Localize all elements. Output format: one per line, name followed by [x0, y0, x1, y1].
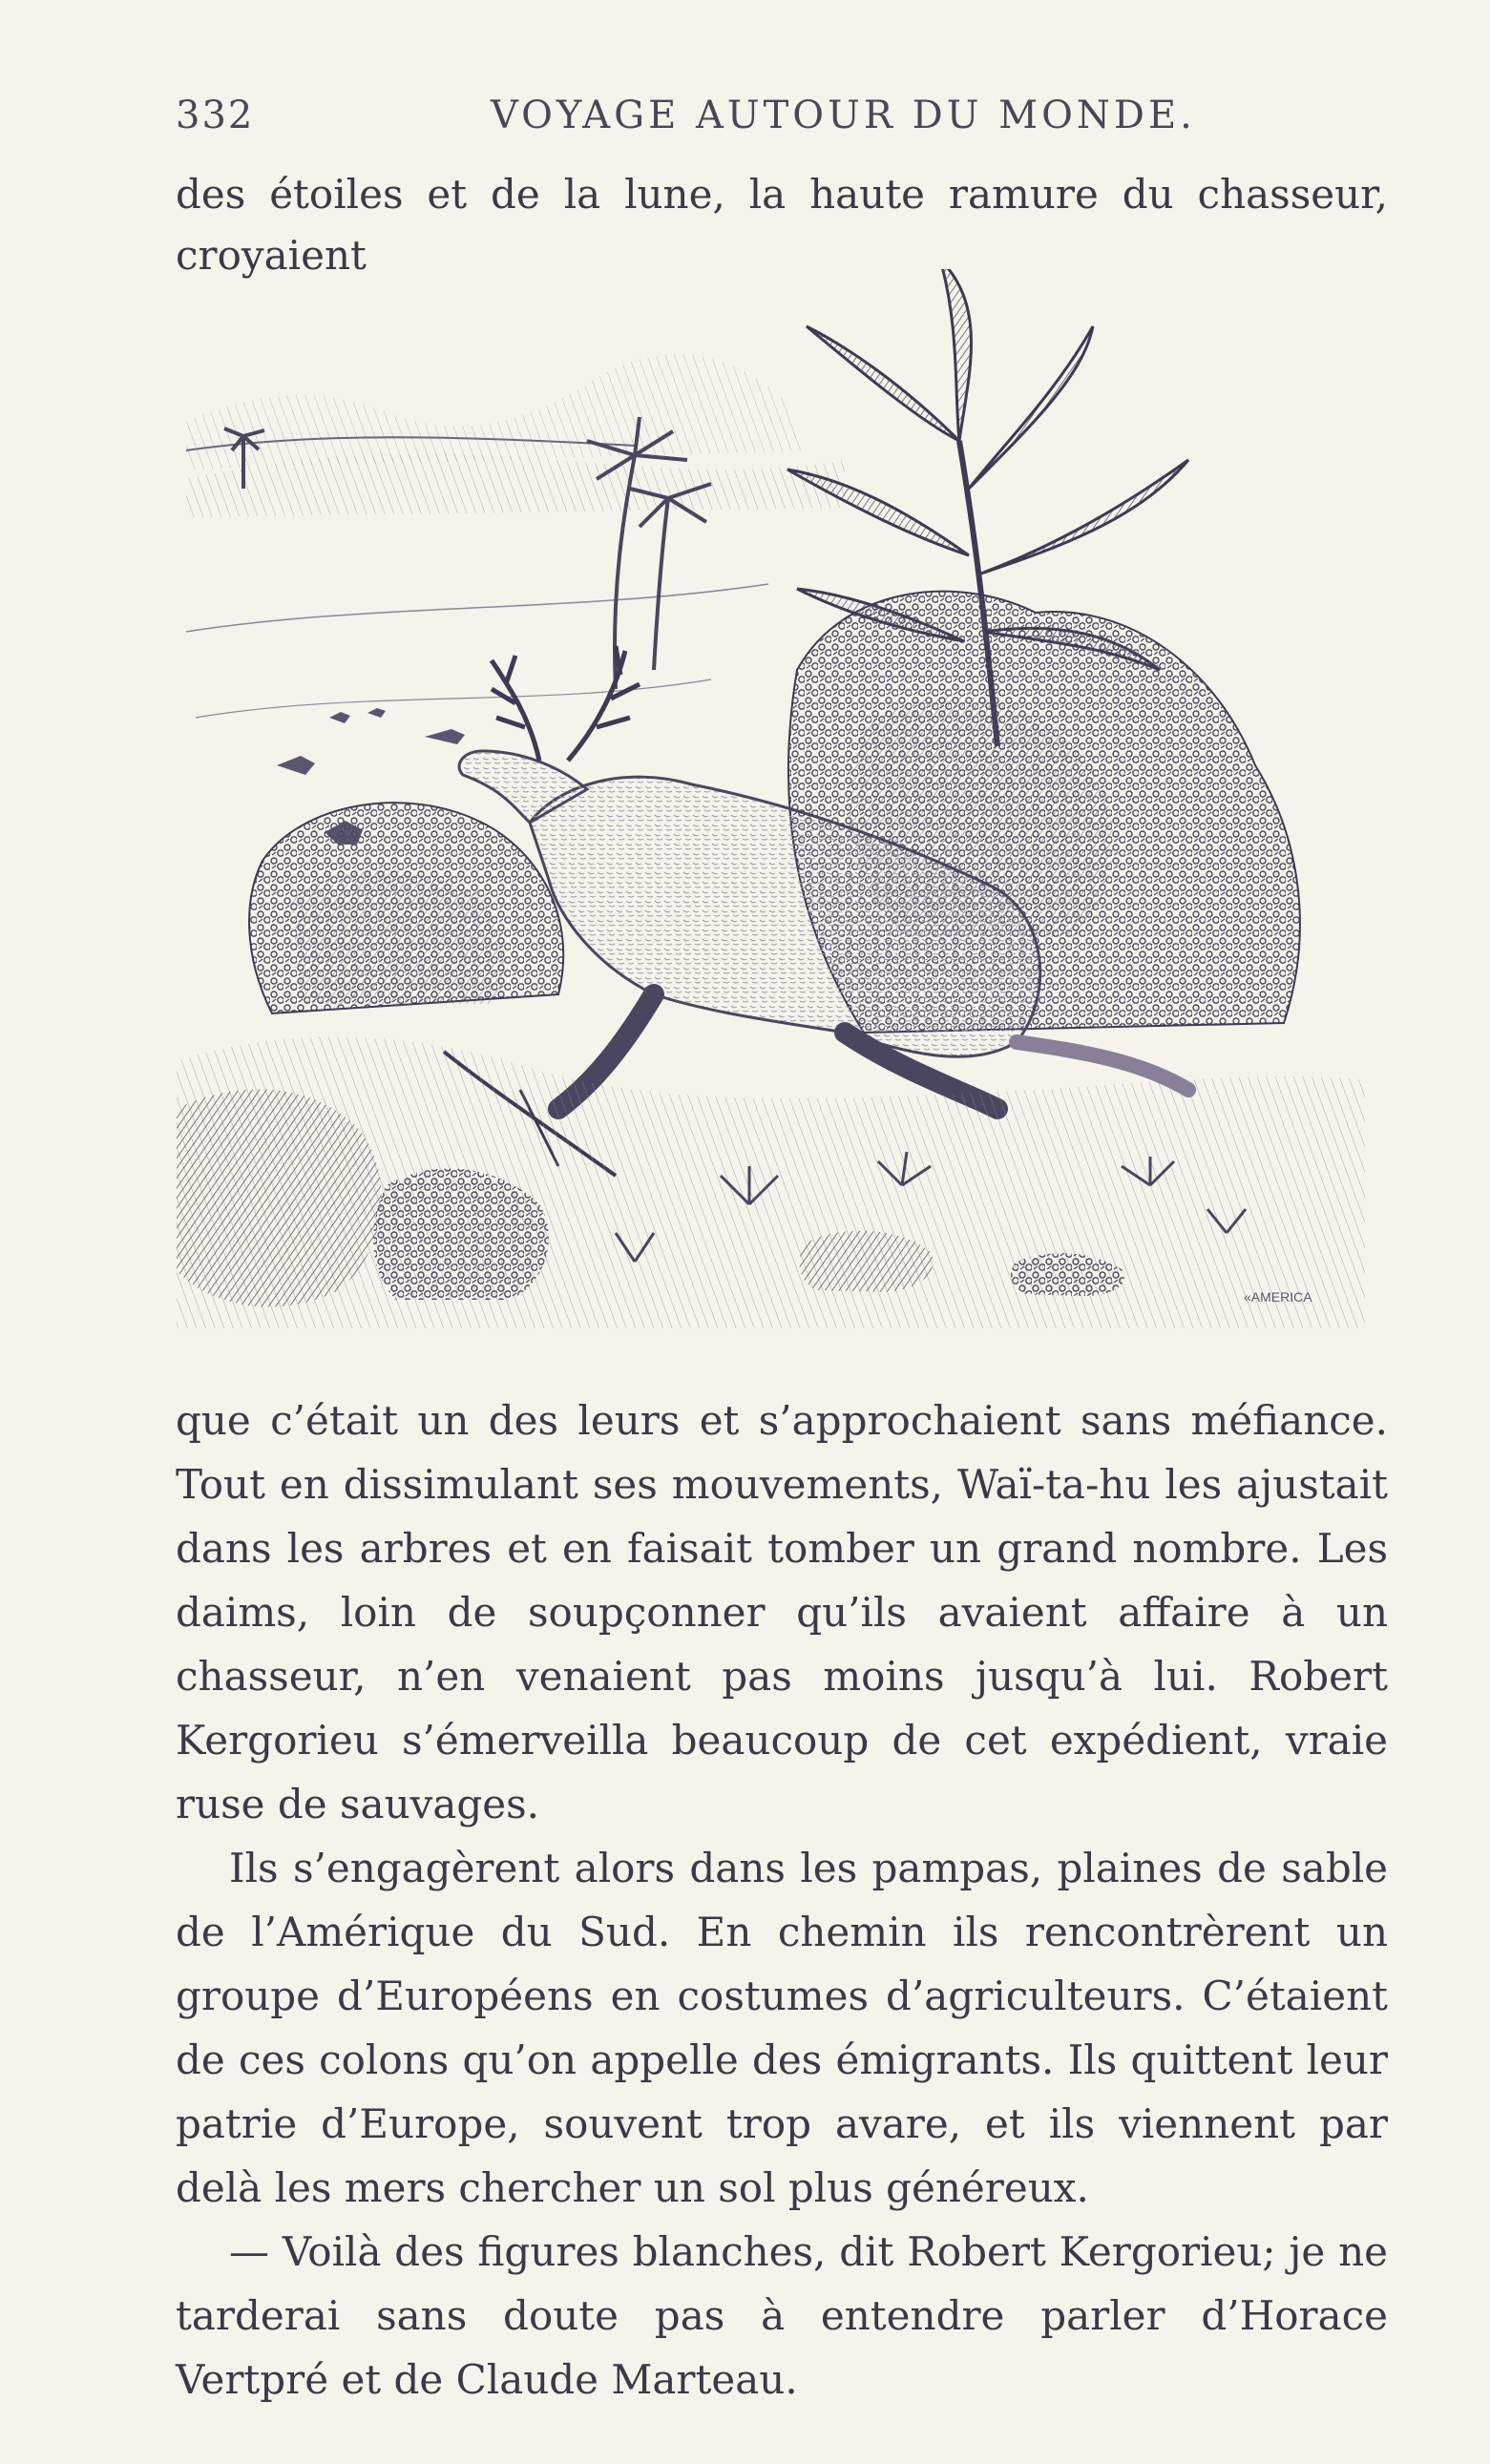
- paragraph-2: Ils s’engagèrent alors dans les pampas, plaines de sable de l’Amérique du Sud. En chemin ils rencontrèrent un groupe d’Européens en costumes d’agriculteurs. C’étaient de ces colons qu’on appelle des émigrants. Ils quittent leur patrie d’Europe, souvent trop avare, et ils viennent par delà les mers chercher un sol plus généreux.: [176, 1845, 1388, 2211]
- paragraph-3: — Voilà des figures blanches, dit Robert Kergorieu; je ne tarderai sans doute pas à entendre parler d’Horace Vertpré et de Claude Marteau.: [176, 2228, 1388, 2403]
- engraving-svg: [177, 269, 1365, 1328]
- paragraph-1: que c’était un des leurs et s’approchaient sans méfiance. Tout en dissimulant ses mouvements, Waï-ta-hu les ajustait dans les arbres et en faisait tomber un grand nombre. Les daims, loin de soupçonner qu’ils avaient affaire à un chasseur, n’en venaient pas moins jusqu’à lui. Robert Kergorieu s’émerveilla beaucoup de cet expédient, vraie ruse de sauvages.: [176, 1397, 1388, 1827]
- running-head: [176, 94, 1388, 151]
- page-number: 332: [176, 94, 255, 137]
- text-line-top: des étoiles et de la lune, la haute ramure du chasseur, croyaient: [176, 171, 1388, 279]
- body-text: [176, 1389, 1388, 2412]
- engraving-illustration: [177, 269, 1365, 1328]
- engraver-signature: «AMERICA: [1244, 1289, 1312, 1305]
- foreground-ground: [177, 1037, 1365, 1328]
- foliage-left: [249, 803, 563, 1013]
- running-title: VOYAGE AUTOUR DU MONDE.: [491, 94, 1196, 137]
